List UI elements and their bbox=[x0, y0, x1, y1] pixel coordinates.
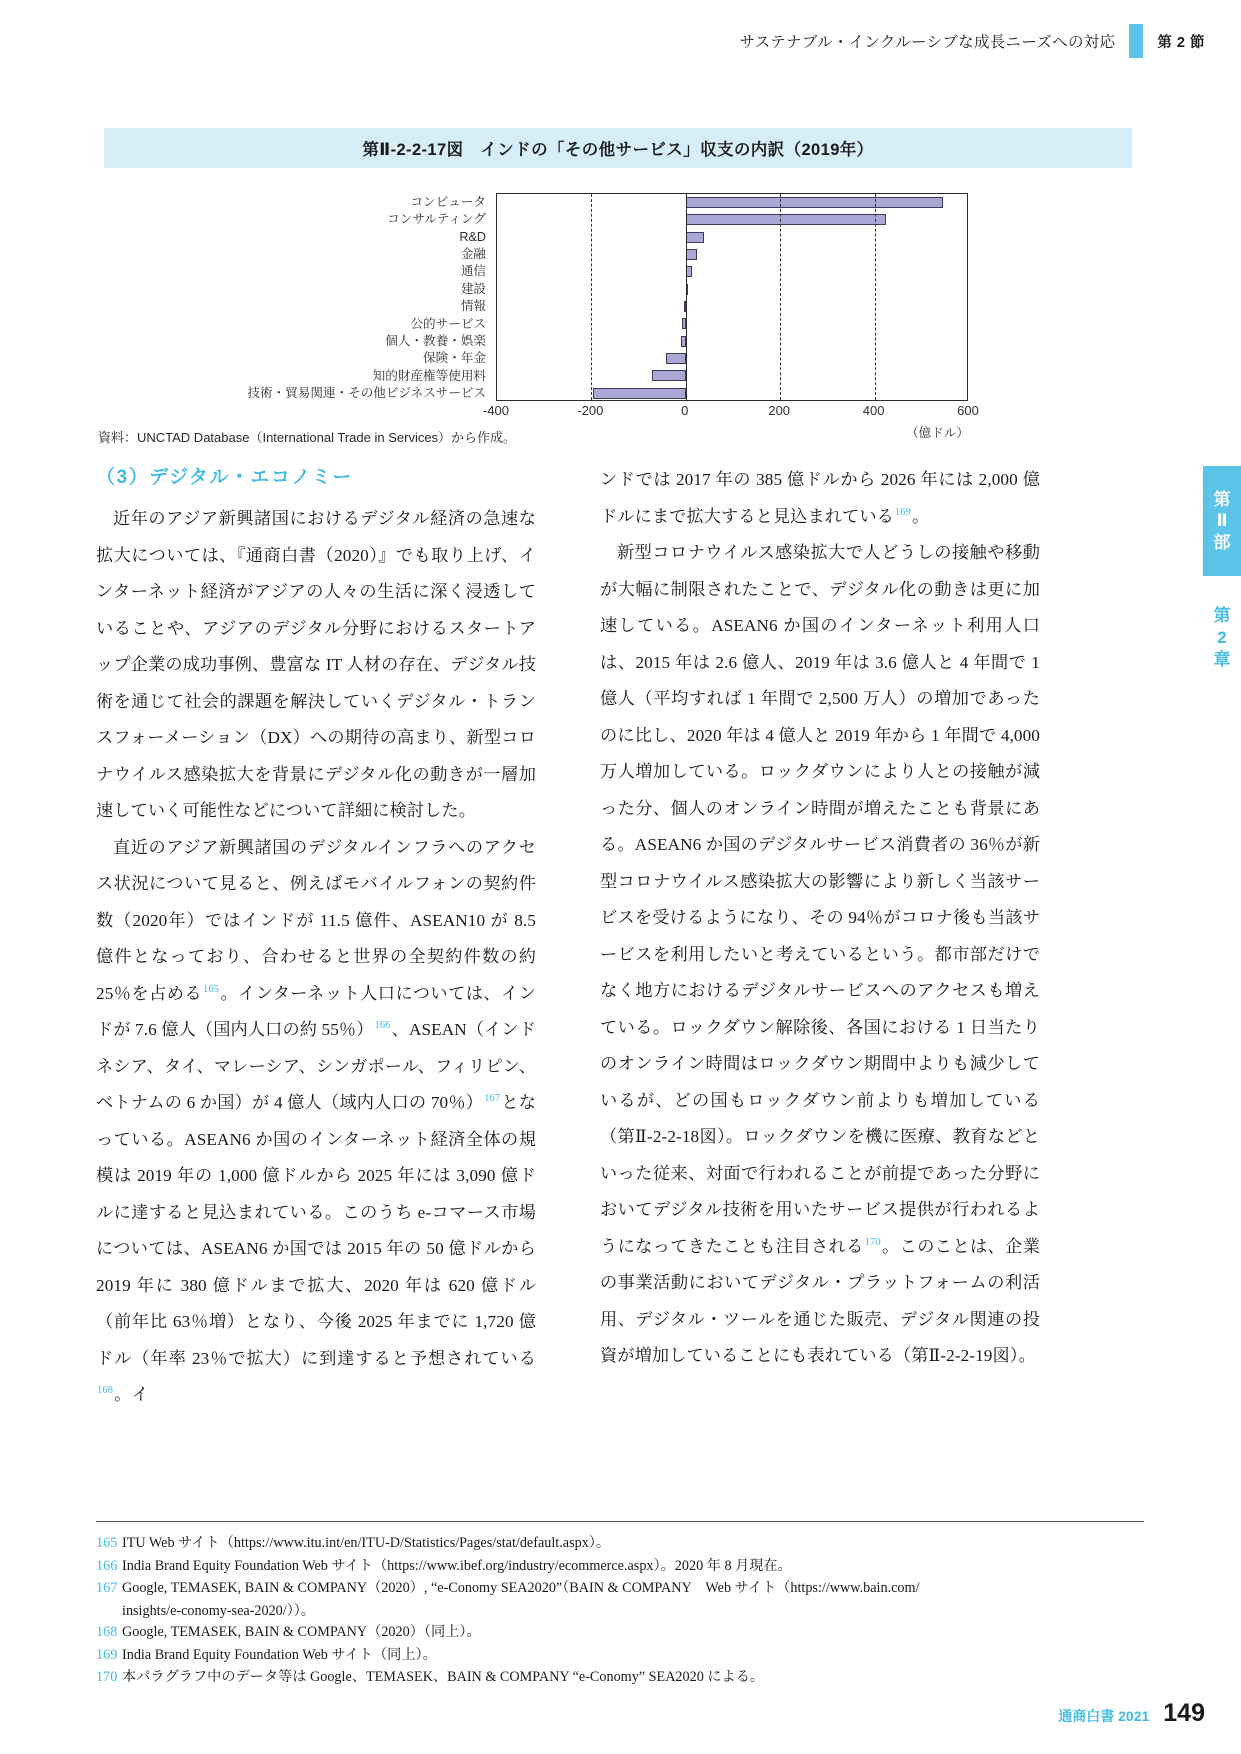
chart-x-tick-label: 200 bbox=[768, 403, 791, 418]
footnote-number: 170 bbox=[96, 1669, 118, 1685]
chart-category-label: 個人・教養・娯楽 bbox=[385, 333, 486, 348]
figure-block bbox=[104, 128, 1132, 443]
chart-bar bbox=[593, 388, 686, 399]
chart-category-label: コンピュータ bbox=[410, 195, 486, 209]
footnote-number: 168 bbox=[96, 1624, 118, 1640]
chart-bar bbox=[686, 232, 704, 243]
header-title: サステナブル・インクルーシブな成長ニーズへの対応 bbox=[739, 34, 1116, 51]
footnote-item bbox=[96, 1667, 1144, 1689]
chart-x-tick-label: -200 bbox=[577, 403, 604, 418]
page-header bbox=[206, 22, 1241, 60]
page-footer bbox=[1058, 1699, 1205, 1728]
footnote-mark-165[interactable]: 165 bbox=[203, 983, 220, 995]
chart-bar-row bbox=[497, 298, 967, 315]
chart-bar-row bbox=[497, 367, 967, 384]
figure-caption: 第Ⅱ-2-2-17図 インドの「その他サービス」収支の内訳（2019年） bbox=[104, 128, 1132, 168]
footnote-item bbox=[96, 1578, 1144, 1600]
chart-category-label: R&D bbox=[459, 229, 486, 244]
chart-zero-axis-line bbox=[686, 194, 687, 400]
footnote-continuation: insights/e-conomy-sea-2020/））。 bbox=[122, 1602, 316, 1619]
chart-bar-row bbox=[497, 281, 967, 298]
chart-bar-row bbox=[497, 333, 967, 350]
footnote-mark-168[interactable]: 168 bbox=[97, 1385, 114, 1397]
chart-bar-row bbox=[497, 246, 967, 263]
chart-gridline bbox=[780, 194, 781, 400]
paragraph-4 bbox=[600, 535, 1040, 1375]
chart-bar-row bbox=[497, 385, 967, 402]
footnote-text: 本パラグラフ中のデータ等は Google、TEMASEK、BAIN & COMPANY “e-Conomy” SEA2020 による。 bbox=[122, 1669, 765, 1685]
chart-bar bbox=[652, 370, 686, 381]
chart-unit-label: （億ドル） bbox=[906, 426, 969, 440]
chart-bar-row bbox=[497, 263, 967, 280]
para3-part-b: 。 bbox=[911, 506, 930, 526]
left-column bbox=[96, 462, 536, 1414]
side-tab-part[interactable] bbox=[1203, 466, 1241, 576]
para2-part-b: 。インターネット人口については、インドが 7.6 億人（国内人口の約 55％） bbox=[96, 983, 536, 1039]
chart-gridline bbox=[591, 194, 592, 400]
chart-category-label: 公的サービス bbox=[410, 316, 486, 331]
footnote-text: India Brand Equity Foundation Web サイト（同上）。 bbox=[122, 1646, 437, 1663]
footnote-text: Google, TEMASEK, BAIN & COMPANY（2020）, “e-Conomy SEA2020”（BAIN & COMPANY Web サイト（https://www.bain.com/ bbox=[122, 1580, 920, 1596]
footnote-mark-167[interactable]: 167 bbox=[484, 1093, 501, 1105]
body-columns bbox=[96, 462, 1040, 1404]
para2-part-a: 直近のアジア新興諸国のデジタルインフラへのアクセス状況について見ると、例えばモバイルフォンの契約件数（2020年）ではインドが 11.5 億件、ASEAN10 が 8.5 億件となっており、合わせると世界の全契約件数の約 25％を占める bbox=[96, 837, 536, 1003]
chart-category-label: 知的財産権等使用料 bbox=[372, 368, 486, 383]
paragraph-1: 近年のアジア新興諸国におけるデジタル経済の急速な拡大については、『通商白書（2020）』でも取り上げ、インターネット経済がアジアの人々の生活に深く浸透していることや、アジアのデジタル分野におけるスタートアップ企業の成功事例、豊富な IT 人材の存在、デジタル技術を通じて社会的課題を解決していくデジタル・トランスフォーメーション（DX）への期待の高まり、新型コロナウイルス感染拡大を背景にデジタル化の動きが一層加速していく可能性などについて詳細に検討した。 bbox=[96, 509, 536, 820]
side-tab-chapter-line2: 2 bbox=[1217, 627, 1227, 647]
footnote-number: 166 bbox=[96, 1557, 118, 1574]
header-accent-bar bbox=[1129, 24, 1143, 58]
chart-x-tick-label: 600 bbox=[957, 403, 979, 418]
para2-part-c: 、ASEAN（インドネシア、タイ、マレーシア、シンガポール、フィリピン、ベトナムの 6 か国）が 4 億人（域内人口の 70％） bbox=[96, 1020, 536, 1112]
side-tab-part-line1: 第 bbox=[1213, 490, 1231, 510]
footnote-mark-169[interactable]: 169 bbox=[894, 506, 911, 518]
chart-bar-row bbox=[497, 229, 967, 246]
footnotes-divider bbox=[96, 1521, 1144, 1522]
chart-category-label: 保険・年金 bbox=[423, 351, 486, 366]
footnote-item bbox=[96, 1622, 1144, 1644]
figure-source-note: 資料：UNCTAD Database（International Trade in Services）から作成。 bbox=[98, 430, 517, 445]
para2-part-d: となっている。ASEAN6 か国のインターネット経済全体の規模は 2019 年の 1,000 億ドルから 2025 年には 3,090 億ドルに達すると見込まれている。このうち e-コマース市場については、ASEAN6 か国では 2015 年の 50 億ドルから 2019 年に 380 億ドルまで拡大、2020 年は 620 億ドル（前年比 63％増）となり、今後 2025 年までに 1,720 億ドル（年率 23％で拡大）に到達すると予想されている bbox=[96, 1093, 536, 1368]
chart-x-tick-label: 400 bbox=[862, 403, 885, 418]
chart-category-labels bbox=[104, 193, 492, 401]
paragraph-2 bbox=[96, 830, 536, 1414]
chart-plot-area bbox=[496, 193, 968, 401]
footnote-text: ITU Web サイト（https://www.itu.int/en/ITU-D/Statistics/Pages/stat/default.aspx）。 bbox=[122, 1535, 611, 1551]
chart-gridline bbox=[875, 194, 876, 400]
chart-bar bbox=[666, 353, 686, 364]
footnote-number: 169 bbox=[96, 1646, 118, 1663]
right-column bbox=[600, 462, 1040, 1375]
side-tab-chapter-line3: 章 bbox=[1213, 650, 1231, 670]
footnote-number: 167 bbox=[96, 1580, 118, 1596]
paragraph-3 bbox=[600, 462, 1040, 535]
footnote-text: Google, TEMASEK, BAIN & COMPANY（2020）（同上）。 bbox=[122, 1624, 481, 1640]
chart-bar-row bbox=[497, 211, 967, 228]
footnote-text: India Brand Equity Foundation Web サイト（https://www.ibef.org/industry/ecommerce.aspx）。2020 年 8 月現在。 bbox=[122, 1557, 792, 1574]
footnote-item bbox=[96, 1556, 1144, 1578]
chart-bar bbox=[686, 249, 697, 260]
chart-bar-row bbox=[497, 350, 967, 367]
footnote-item bbox=[96, 1645, 1144, 1667]
footnotes-list bbox=[96, 1533, 1144, 1689]
footnote-mark-170[interactable]: 170 bbox=[864, 1236, 881, 1248]
chart-bar bbox=[686, 197, 943, 208]
footnote-number: 165 bbox=[96, 1535, 118, 1551]
chart-category-label: 技術・貿易関連・その他ビジネスサービス bbox=[247, 385, 486, 400]
bar-chart bbox=[104, 193, 1132, 443]
footer-page-number: 149 bbox=[1163, 1699, 1205, 1727]
side-tab-part-line3: 部 bbox=[1213, 532, 1231, 552]
footer-document-title: 通商白書 2021 bbox=[1058, 1708, 1150, 1724]
side-tab-chapter-line1: 第 bbox=[1213, 605, 1231, 625]
chart-category-label: コンサルティング bbox=[387, 212, 486, 227]
side-tab-chapter[interactable] bbox=[1203, 582, 1241, 694]
chart-bar-row bbox=[497, 194, 967, 211]
chart-category-label: 通信 bbox=[460, 264, 486, 279]
chart-x-tick-label: -400 bbox=[482, 403, 510, 418]
chart-category-label: 建設 bbox=[460, 281, 486, 296]
chart-bar bbox=[686, 214, 887, 225]
chart-bars bbox=[497, 194, 967, 400]
section-subheading: （3）デジタル・エコノミー bbox=[96, 467, 353, 488]
para3-part-a: ンドでは 2017 年の 385 億ドルから 2026 年には 2,000 億ドルにまで拡大すると見込まれている bbox=[600, 470, 1040, 526]
para4-part-b: 。このことは、企業の事業活動においてデジタル・プラットフォームの利活用、デジタル・ツールを通じた販売、デジタル関連の投資が増加していることにも表れている（第Ⅱ-2-2-19図）。 bbox=[600, 1236, 1040, 1365]
footnote-mark-166[interactable]: 166 bbox=[374, 1020, 391, 1032]
chart-bar-row bbox=[497, 315, 967, 332]
para4-part-a: 新型コロナウイルス感染拡大で人どうしの接触や移動が大幅に制限されたことで、デジタル化の動きは更に加速している。ASEAN6 か国のインターネット利用人口は、2015 年は 2.6 億人、2019 年は 3.6 億人と 4 年間で 1 億人（平均すれば 1 年間で 2,500 万人）の増加であったのに比し、2020 年は 4 億人と 2019 年から 1 年間で 4,000 万人増加している。ロックダウンにより人との接触が減った分、個人のオンライン時間が増えたことも背景にある。ASEAN6 か国のデジタルサービス消費者の 36％が新型コロナウイルス感染拡大の影響により新しく当該サービスを受けるようになり、その 94％がコロナ後も当該サービスを利用したいと考えているという。都市部だけでなく地方におけるデジタルサービスへのアクセスも増えている。ロックダウン解除後、各国における 1 日当たりのオンライン時間はロックダウン期間中よりも減少しているが、どの国もロックダウン前よりも増加している（第Ⅱ-2-2-18図）。ロックダウンを機に医療、教育などといった従来、対面で行われることが前提であった分野においてデジタル技術を用いたサービス提供が行われるようになってきたことも注目される bbox=[600, 543, 1040, 1256]
footnote-item bbox=[96, 1533, 1144, 1555]
side-tab-part-line2: Ⅱ bbox=[1216, 511, 1228, 531]
chart-x-axis-ticks bbox=[482, 403, 979, 423]
para2-part-e: 。イ bbox=[114, 1385, 149, 1404]
chart-x-tick-label: 0 bbox=[681, 403, 689, 418]
chart-category-label: 金融 bbox=[460, 247, 486, 262]
footnotes-block bbox=[96, 1521, 1144, 1690]
chart-category-label: 情報 bbox=[460, 299, 486, 314]
header-section-label: 第 2 節 bbox=[1157, 34, 1205, 51]
